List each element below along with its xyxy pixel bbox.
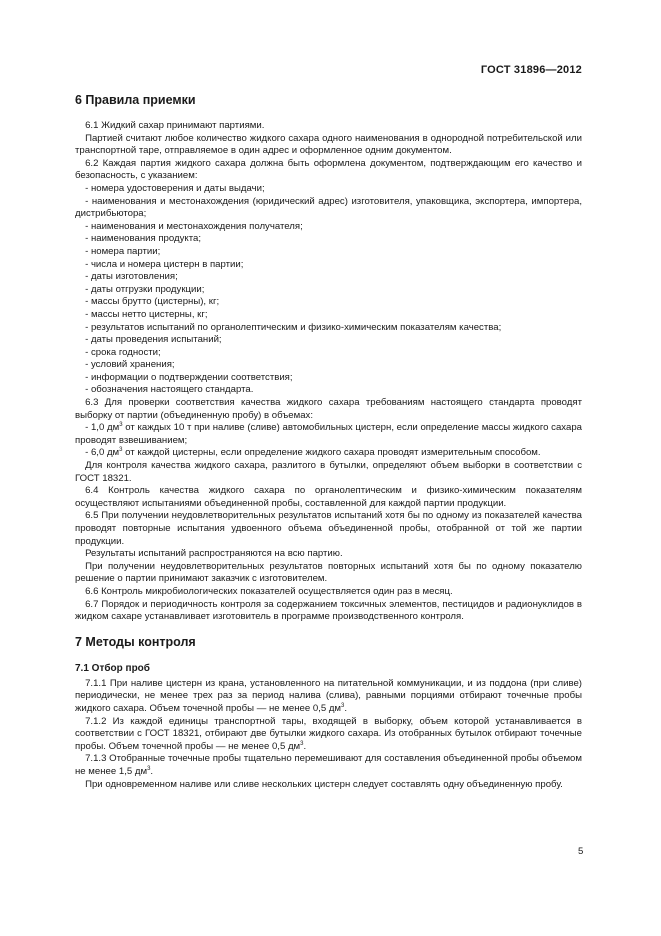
superscript: 3 bbox=[300, 740, 304, 747]
superscript: 3 bbox=[119, 447, 123, 454]
text-run: 7.1.2 Из каждой единицы транспортной тары, входящей в выборку, объем которой устанавливается в соответствии с ГОСТ 18321, отбирают две бутылки жидкого сахара. Из отобранных бутылок отбирают точечные пробы. Объем точечной пробы — не менее 0,5 дм bbox=[75, 715, 582, 752]
standard-header: ГОСТ 31896—2012 bbox=[480, 64, 582, 76]
superscript: 3 bbox=[147, 765, 151, 772]
paragraph-6-3-b bbox=[75, 447, 582, 460]
paragraph-6-6: 6.6 Контроль микробиологических показателей осуществляется один раз в месяц. bbox=[85, 585, 453, 597]
superscript: 3 bbox=[119, 422, 123, 429]
list-item: - номера удостоверения и даты выдачи; bbox=[85, 182, 265, 194]
list-item: - информации о подтверждении соответствия; bbox=[85, 371, 293, 383]
text-run: 7.1.3 Отобранные точечные пробы тщательно перемешивают для составления объединенной пробы объемом не менее 1,5 дм bbox=[75, 753, 582, 777]
paragraph-6-3-c: Для контроля качества жидкого сахара, разлитого в бутылки, определяют объем выборки в соответствии с ГОСТ 18321. bbox=[75, 460, 582, 484]
text-run: 7.1.1 При наливе цистерн из крана, установленного на питательной коммуникации, и из поддона (при сливе) периодически, не менее трех раз за период налива (слива), равными порциями отбирают точечные пробы жидкого сахара. Объем точечной пробы — не менее 0,5 дм bbox=[75, 677, 582, 714]
paragraph-6-2: 6.2 Каждая партия жидкого сахара должна быть оформлена документом, подтверждающим его качество и безопасность, с указанием: bbox=[75, 157, 582, 182]
list-item: - срока годности; bbox=[85, 346, 161, 358]
paragraph-7-1-3b: При одновременном наливе или сливе нескольких цистерн следует составлять одну объединенную пробу. bbox=[85, 778, 563, 790]
section-6-title: 6 Правила приемки bbox=[75, 93, 196, 107]
list-item: - числа и номера цистерн в партии; bbox=[85, 258, 244, 270]
superscript: 3 bbox=[341, 702, 345, 709]
paragraph-6-1: 6.1 Жидкий сахар принимают партиями. bbox=[85, 120, 265, 131]
paragraph-7-1-1 bbox=[75, 678, 582, 716]
paragraph-7-1-3 bbox=[75, 753, 582, 778]
text-run: - 1,0 дм bbox=[85, 422, 120, 434]
list-item: - номера партии; bbox=[85, 245, 161, 257]
list-item: - наименования продукта; bbox=[85, 233, 201, 245]
section-7-title: 7 Методы контроля bbox=[75, 634, 196, 649]
text-run: от каждых 10 т при наливе (сливе) автомобильных цистерн, если определение массы жидкого сахара проводят взвешиванием; bbox=[75, 422, 583, 446]
paragraph-6-5: 6.5 При получении неудовлетворительных результатов испытаний хотя бы по одному из показателей качества проводят повторные испытания удвоенного объема объединенной пробы, отобранной от той же партии продукции. bbox=[75, 510, 582, 547]
list-item: - результатов испытаний по органолептическим и физико-химическим показателям качества; bbox=[85, 321, 502, 333]
paragraph-6-1b: Партией считают любое количество жидкого сахара одного наименования в однородной потребительской или транспортной таре, отправляемое в один адрес и оформленное одним документом. bbox=[75, 132, 582, 157]
paragraph-6-5b: Результаты испытаний распространяются на всю партию. bbox=[85, 548, 343, 560]
requirements-list bbox=[75, 183, 582, 397]
list-item: - наименования и местонахождения (юридический адрес) изготовителя, упаковщика, экспортера, импортера, дистрибьютора; bbox=[75, 195, 582, 220]
list-item: - даты отгрузки продукции; bbox=[85, 283, 205, 295]
text-run: . bbox=[303, 740, 307, 752]
paragraph-6-3-a bbox=[75, 422, 582, 447]
list-item: - наименования и местонахождения получателя; bbox=[85, 220, 303, 232]
paragraph-7-1-2 bbox=[75, 716, 582, 754]
text-run: - 6,0 дм bbox=[85, 447, 120, 459]
paragraph-6-5c: При получении неудовлетворительных результатов повторных испытаний хотя бы по одному показателю решение о партии принимают заказчик с изготовителем. bbox=[75, 560, 582, 585]
text-run: . bbox=[344, 702, 348, 714]
list-item: - массы брутто (цистерны), кг; bbox=[85, 296, 220, 308]
list-item: - обозначения настоящего стандарта. bbox=[85, 384, 254, 396]
list-item: - массы нетто цистерны, кг; bbox=[85, 308, 208, 320]
text-run: от каждой цистерны, если определение жидкого сахара проводят измерительным способом. bbox=[122, 447, 541, 459]
list-item: - даты изготовления; bbox=[85, 271, 178, 283]
list-item: - даты проведения испытаний; bbox=[85, 334, 222, 346]
list-item: - условий хранения; bbox=[85, 359, 175, 371]
paragraph-6-3: 6.3 Для проверки соответствия качества жидкого сахара требованиям настоящего стандарта проводят выборку от партии (объединенную пробу) в объемах: bbox=[75, 397, 582, 421]
subsection-7-1-title: 7.1 Отбор проб bbox=[75, 662, 150, 674]
paragraph-6-7: 6.7 Порядок и периодичность контроля за содержанием токсичных элементов, пестицидов и радионуклидов в жидком сахаре устанавливает изготовитель в программе производственного контроля. bbox=[75, 598, 582, 623]
page-number: 5 bbox=[578, 846, 584, 857]
text-run: . bbox=[150, 765, 154, 777]
paragraph-6-4: 6.4 Контроль качества жидкого сахара по органолептическим и физико-химическим показателям осуществляют испытаниями объединенной пробы, составленной для каждой партии продукции. bbox=[75, 485, 582, 509]
document-body bbox=[75, 92, 582, 791]
